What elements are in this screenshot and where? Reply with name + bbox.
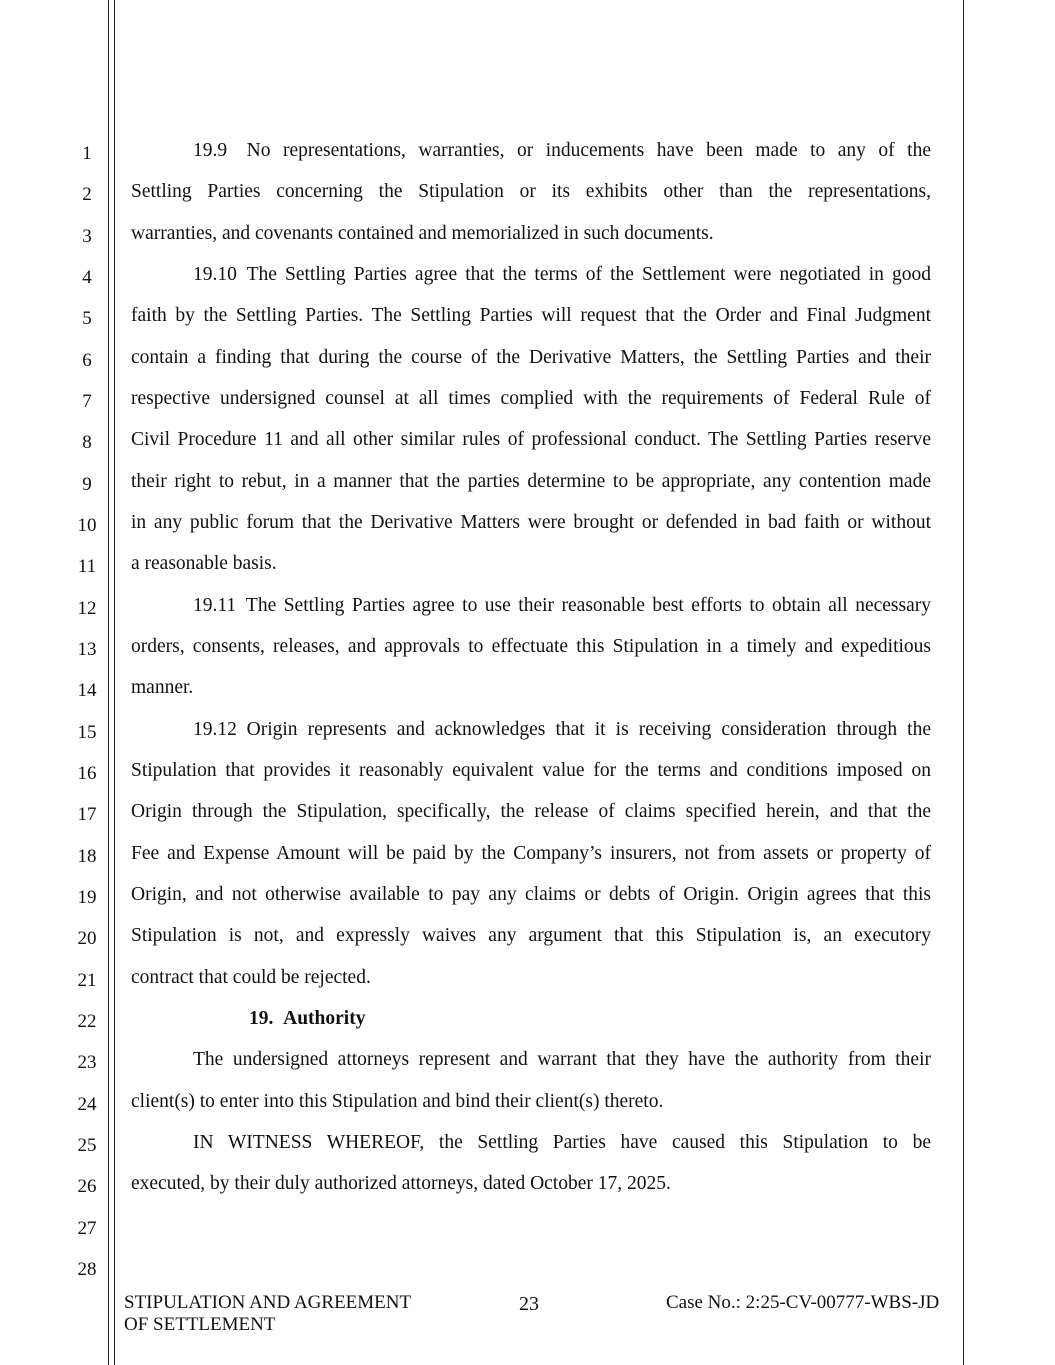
line-number: 25 bbox=[77, 1135, 97, 1156]
line-number: 22 bbox=[77, 1011, 97, 1032]
line-number: 5 bbox=[82, 308, 92, 329]
line-number: 15 bbox=[77, 722, 97, 743]
paragraph-19-10-line: contain a finding that during the course of the Derivative Matters, the Settling Parties and their bbox=[131, 347, 931, 368]
line-number: 19 bbox=[77, 887, 97, 908]
line-number: 13 bbox=[77, 639, 97, 660]
line-number: 4 bbox=[82, 267, 92, 288]
authority-paragraph-line: client(s) to enter into this Stipulation and bind their client(s) thereto. bbox=[131, 1091, 664, 1112]
paragraph-19-12-line: Stipulation is not, and expressly waives any argument that this Stipulation is, an executory bbox=[131, 925, 931, 946]
line-number: 3 bbox=[82, 226, 92, 247]
paragraph-19-12-line: Origin, and not otherwise available to pay any claims or debts of Origin. Origin agrees that this bbox=[131, 884, 931, 905]
paragraph-19-11-line: manner. bbox=[131, 677, 194, 698]
line-number: 24 bbox=[77, 1094, 97, 1115]
paragraph-19-12-line: Origin through the Stipulation, specifically, the release of claims specified herein, and that the bbox=[131, 801, 931, 822]
witness-paragraph-line: executed, by their duly authorized attorneys, dated October 17, 2025. bbox=[131, 1173, 671, 1194]
paragraph-19-10-line: in any public forum that the Derivative Matters were brought or defended in bad faith or without bbox=[131, 512, 931, 533]
paragraph-19-12-line: 19.12 Origin represents and acknowledges that it is receiving consideration through the bbox=[193, 719, 931, 740]
paragraph-19-10-line: their right to rebut, in a manner that the parties determine to be appropriate, any contention made bbox=[131, 471, 931, 492]
paragraph-19-11-line: 19.11 The Settling Parties agree to use their reasonable best efforts to obtain all necessary bbox=[193, 595, 931, 616]
paragraph-19-10-line: Civil Procedure 11 and all other similar rules of professional conduct. The Settling Parties reserve bbox=[131, 429, 931, 450]
line-number: 11 bbox=[77, 556, 97, 577]
line-number: 9 bbox=[82, 474, 92, 495]
line-number: 12 bbox=[77, 598, 97, 619]
left-margin-rule-outer bbox=[108, 0, 109, 1365]
paragraph-19-10-line: a reasonable basis. bbox=[131, 553, 277, 574]
case-number: Case No.: 2:25-CV-00777-WBS-JD bbox=[666, 1292, 940, 1313]
paragraph-19-9-line: warranties, and covenants contained and memorialized in such documents. bbox=[131, 223, 714, 244]
section-heading-authority: 19. Authority bbox=[249, 1008, 366, 1029]
paragraph-19-9-line: Settling Parties concerning the Stipulation or its exhibits other than the representations, bbox=[131, 181, 931, 202]
footer-title-line: OF SETTLEMENT bbox=[124, 1314, 276, 1335]
line-number: 8 bbox=[82, 432, 92, 453]
line-number: 23 bbox=[77, 1052, 97, 1073]
line-number: 27 bbox=[77, 1218, 97, 1239]
right-margin-rule bbox=[963, 0, 964, 1365]
line-number: 26 bbox=[77, 1176, 97, 1197]
line-number: 21 bbox=[77, 970, 97, 991]
line-number: 1 bbox=[82, 143, 92, 164]
footer-title-line: STIPULATION AND AGREEMENT bbox=[124, 1292, 412, 1313]
paragraph-19-11-line: orders, consents, releases, and approvals to effectuate this Stipulation in a timely and expeditious bbox=[131, 636, 931, 657]
paragraph-19-10-line: 19.10 The Settling Parties agree that the terms of the Settlement were negotiated in good bbox=[193, 264, 931, 285]
paragraph-19-9-line: 19.9 No representations, warranties, or inducements have been made to any of the bbox=[193, 140, 931, 161]
paragraph-19-10-line: faith by the Settling Parties. The Settling Parties will request that the Order and Final Judgment bbox=[131, 305, 931, 326]
line-number: 20 bbox=[77, 928, 97, 949]
authority-paragraph-line: The undersigned attorneys represent and warrant that they have the authority from their bbox=[193, 1049, 931, 1070]
line-number: 17 bbox=[77, 804, 97, 825]
paragraph-19-12-line: Stipulation that provides it reasonably equivalent value for the terms and conditions imposed on bbox=[131, 760, 931, 781]
line-number: 28 bbox=[77, 1259, 97, 1280]
paragraph-19-12-line: Fee and Expense Amount will be paid by the Company’s insurers, not from assets or property of bbox=[131, 843, 931, 864]
witness-paragraph-line: IN WITNESS WHEREOF, the Settling Parties have caused this Stipulation to be bbox=[193, 1132, 931, 1153]
page-number: 23 bbox=[519, 1293, 539, 1315]
paragraph-19-10-line: respective undersigned counsel at all times complied with the requirements of Federal Rule of bbox=[131, 388, 931, 409]
left-margin-rule-inner bbox=[114, 0, 115, 1365]
paragraph-19-12-line: contract that could be rejected. bbox=[131, 967, 371, 988]
line-number: 7 bbox=[82, 391, 92, 412]
line-number: 10 bbox=[77, 515, 97, 536]
line-number: 16 bbox=[77, 763, 97, 784]
line-number: 2 bbox=[82, 184, 92, 205]
line-number: 6 bbox=[82, 350, 92, 371]
footer-document-title bbox=[124, 1292, 411, 1336]
line-number: 14 bbox=[77, 680, 97, 701]
line-number: 18 bbox=[77, 846, 97, 867]
